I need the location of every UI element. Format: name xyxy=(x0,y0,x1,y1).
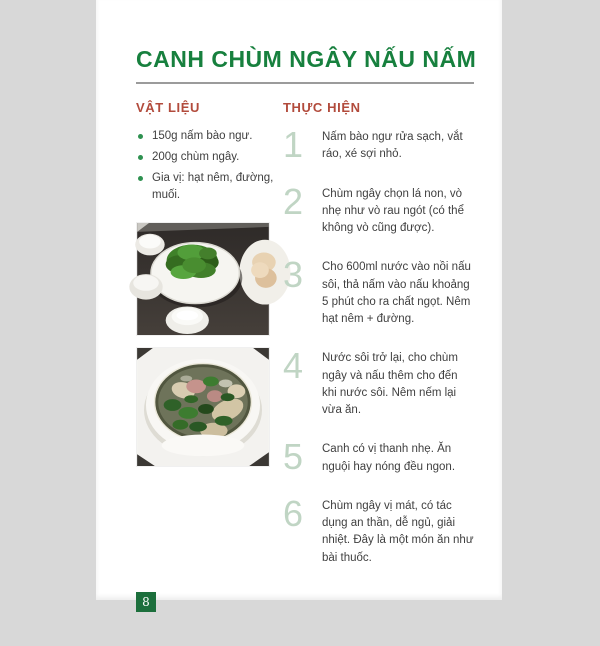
instructions-heading: THỰC HIỆN xyxy=(283,100,361,115)
two-column-layout xyxy=(136,100,474,567)
instruction-step xyxy=(283,492,474,567)
instruction-step xyxy=(283,436,474,478)
page-content xyxy=(96,46,502,646)
moringa-leaf-pile xyxy=(166,245,219,279)
bullet-icon xyxy=(138,134,143,139)
step-text: Nấm bào ngư rửa sạch, vắt ráo, xé sợi nhỏ. xyxy=(322,131,463,161)
step-number: 4 xyxy=(283,345,304,387)
step-number: 1 xyxy=(283,124,304,165)
step-number: 5 xyxy=(283,436,304,478)
recipe-title: CANH CHÙM NGÂY NẤU NẤM xyxy=(136,46,477,72)
page-number-badge xyxy=(136,592,156,612)
instructions-column xyxy=(283,100,474,567)
step-number: 2 xyxy=(283,180,304,222)
ingredients-photo xyxy=(136,222,270,336)
step-number: 6 xyxy=(283,492,304,534)
title-divider xyxy=(136,82,474,84)
bowl-front-rim xyxy=(162,435,245,457)
soup-photo xyxy=(136,347,270,467)
bullet-icon xyxy=(138,176,143,181)
ingredient-item xyxy=(136,128,274,146)
instruction-step xyxy=(283,345,474,419)
recipe-page xyxy=(96,0,502,609)
ingredient-text: 150g nấm bào ngư. xyxy=(152,130,253,142)
ingredient-item xyxy=(136,170,274,206)
instruction-step xyxy=(283,124,474,165)
steps-list xyxy=(283,124,474,567)
page-number: 8 xyxy=(142,595,150,609)
ingredient-text: Gia vị: hạt nêm, đường, muối. xyxy=(152,171,274,202)
step-text: Nước sôi trở lại, cho chùm ngây và nấu thêm cho đến khi nước sôi. Nêm nếm lại vừa ăn. xyxy=(322,352,458,416)
step-text: Canh có vị thanh nhẹ. Ăn nguội hay nóng đều ngon. xyxy=(322,443,456,473)
ingredient-text: 200g chùm ngây. xyxy=(152,150,240,163)
step-text: Chùm ngây chọn lá non, vò nhẹ như vò rau ngót (có thể không vò cũng được). xyxy=(322,187,464,234)
ingredients-list xyxy=(136,128,274,205)
bullet-icon xyxy=(138,155,143,160)
ingredient-item xyxy=(136,149,274,167)
instruction-step xyxy=(283,254,474,328)
sugar-bowl-bottom xyxy=(166,307,209,335)
step-text: Cho 600ml nước vào nồi nấu sôi, thả nấm vào nấu khoảng 5 phút cho ra chất ngọt. Nêm hạt nêm + đường. xyxy=(322,261,471,325)
step-number: 3 xyxy=(283,254,304,296)
ingredients-column xyxy=(136,100,283,567)
seasoning-bowl-mid-left xyxy=(129,274,162,300)
seasoning-bowl-top-left xyxy=(135,234,164,256)
ingredients-heading: VẬT LIỆU xyxy=(136,100,201,115)
instruction-step xyxy=(283,180,474,238)
step-text: Chùm ngây vị mát, có tác dụng an thần, dễ ngủ, giải nhiệt. Đây là một món ăn như bài thuốc. xyxy=(322,499,474,564)
